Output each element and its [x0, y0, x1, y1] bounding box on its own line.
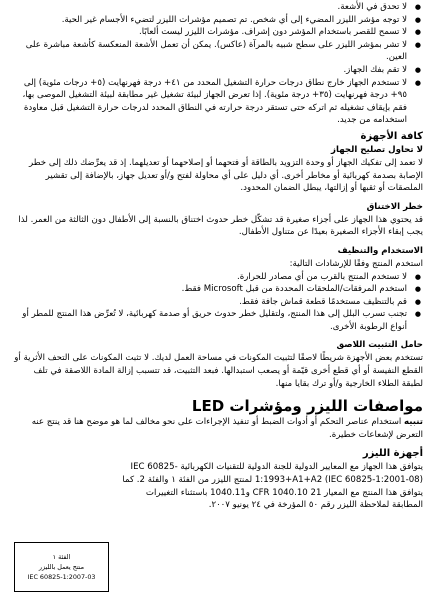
paragraph-no-repair: لا تعمد إلى تفكيك الجهاز أو وحدة التزويد بالطاقة أو فتحهما أو إصلاحهما أو تعديلهما. إذ قد يعرِّضك ذلك إلى خطر الإصابة بصدمة كهربائية أو مخاطر أخرى. أي دليل على أي محاولة لفتح و/أو تعديل جهاز، بالإضافة إلى تقشير الملصقات أو ثقبها أو إزالتها، يبطل الضمان المحدود.: [28, 157, 423, 194]
caution-paragraph: [12, 416, 423, 441]
list-item: ● تجنب تسرب البلل إلى هذا المنتج، ولتقليل خطر حدوث حريق أو صدمة كهربائية، لا تُعرِّض هذا المنتج للمطر أو أنواع الرطوبة الأخرى.: [12, 308, 423, 333]
list-item: ● لا تحدق في الأشعة.: [12, 1, 423, 14]
caution-text: استخدام عناصر التحكم أو أدوات الضبط أو تنفيذ الإجراءات على نحو مخالف لما هو موضح هنا قد ينتج عنه التعرض لإشعاعات خطيرة.: [31, 417, 423, 440]
list-item: ● لا تسمح للقصر باستخدام المؤشر دون إشراف. مؤشرات الليزر ليست ألعابًا.: [12, 26, 423, 39]
subsection-title-laser-devices: أجهزة الليزر: [362, 448, 423, 460]
subsection-title-choking: خطر الاختناق: [366, 201, 423, 212]
laser-class-line: الفئة ١: [52, 553, 71, 561]
safety-bullet-list: [12, 0, 423, 127]
subsection-title-no-repair: لا تحاول تصليح الجهاز: [331, 144, 423, 155]
led-title-suffix: LED: [191, 397, 225, 416]
list-item: ● لا تستخدم الجهاز خارج نطاق درجات حرارة التشغيل المحدد من ٤١+ درجة فهرنهايت (٥+ درجات مئوية) إلى ٩٥+ درجة فهرنهايت (٣٥+ درجة مئوية). إذا تعرض الجهاز لبيئة تشغيل غير مطابقة لبيئة التشغيل الموصى بها، فقم بإيقاف تشغيله ثم اتركه حتى تستقر درجة حرارته في النطاق المحدد لدرجات حرارة التشغيل قبل معاودة استخدامه من جديد.: [12, 77, 423, 127]
list-item: ● لا تشر بمؤشر الليزر على سطح شبيه بالمرآة (عاكس). يمكن أن تعمل الأشعة المنعكسة كأشعة مباشرة على العين.: [12, 39, 423, 64]
laser-standard-line: IEC 60825-1:2007-03: [27, 573, 96, 581]
paragraph-laser-devices: يتوافق هذا الجهاز مع المعايير الدولية للجنة الدولية للتقنيات الكهربائية IEC 60825-1:1993+A1+A2 (IEC 60825-1:2001-08) لمنتج الليزر من الفئة ١ والفئة 2. كما يتوافق هذا المنتج مع المعيار CFR 1040.10 21 و1040.11 باستثناء التغييرات المطابقة لملاحظة الليزر رقم ٥٠ المؤرخة في ٢٤ يونيو ٢٠٠٧.: [122, 462, 423, 511]
laser-product-line: منتج يعمل بالليزر: [38, 563, 85, 571]
paragraph-usage-intro: استخدم المنتج وفقًا للإرشادات التالية:: [289, 258, 423, 269]
paragraph-adhesive-stand: تستخدم بعض الأجهزة شريطًا لاصقًا لتثبيت المكونات في مساحة العمل لديك. لا تثبت المكونات على التحف الأثرية أو القطع النفيسة أو أي قطع أخرى قيّمة أو يصعب استبدالها. فبعد التثبيت، قد تتسبب إزالة المادة اللاصقة في تلف لطبقة الطلاء الخارجية و/أو ترك بقايا منها.: [14, 353, 423, 389]
list-item: ● لا تستخدم المنتج بالقرب من أي مصادر للحرارة.: [12, 271, 423, 284]
subsection-title-usage: الاستخدام والتنظيف: [337, 245, 423, 256]
list-item: ● لا توجه مؤشر الليزر المضيء إلى أي شخص. تم تصميم مؤشرات الليزر لتضيء الأجسام غير الحية.: [12, 14, 423, 27]
section-title-all-devices: كافة الأجهزة: [360, 130, 423, 142]
usage-bullet-list: [12, 271, 423, 334]
list-item: ● لا تقم بفك الجهاز.: [12, 64, 423, 77]
section-title-laser-led: [12, 396, 423, 416]
laser-class-label: [14, 542, 109, 592]
led-title-prefix: مواصفات الليزر ومؤشرات: [229, 397, 423, 416]
list-item: ● قم بالتنظيف مستخدمًا قطعة قماش جافة فقط.: [12, 296, 423, 309]
subsection-title-adhesive-stand: حامل التثبيت اللاصق: [336, 340, 423, 351]
caution-label: تنبيه: [404, 417, 423, 428]
list-item: ● استخدم المرفقات/الملحقات المحددة من قبل Microsoft فقط.: [12, 283, 423, 296]
paragraph-choking: قد يحتوي هذا الجهاز على أجزاء صغيرة قد تشكّل خطر حدوث اختناق بالنسبة إلى الأطفال دون الثالثة من العمر. لذا يجب إبقاء الأجزاء الصغيرة بعيدًا عن متناول الأطفال.: [18, 214, 423, 238]
